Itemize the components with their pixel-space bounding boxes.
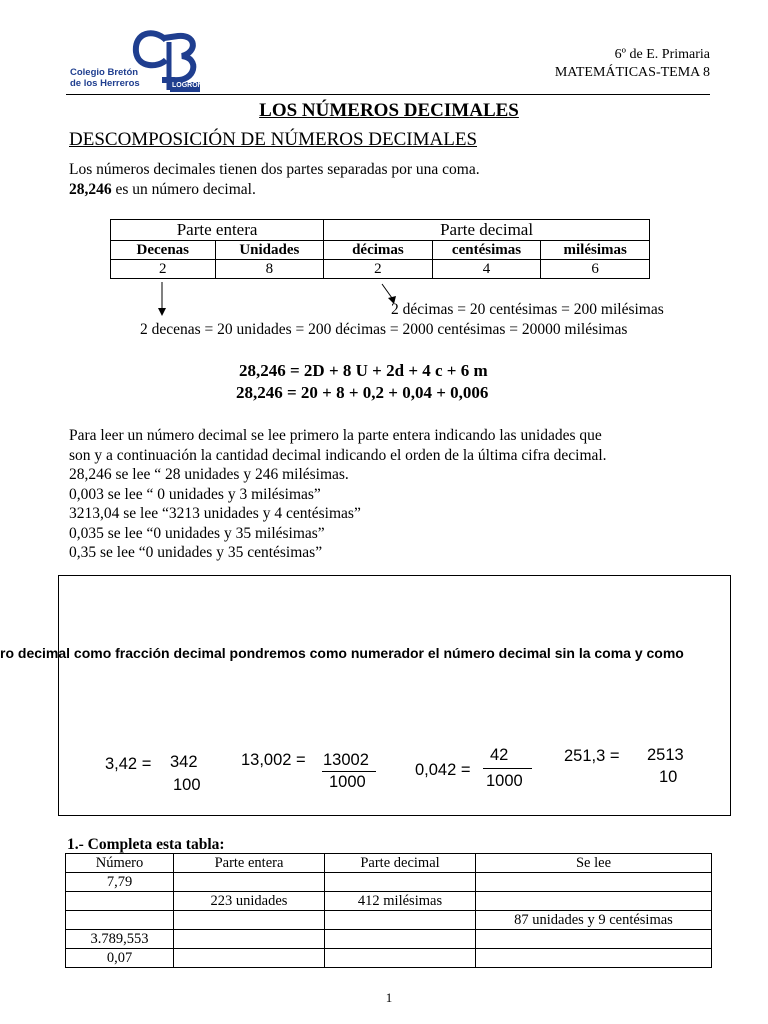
ex-cell[interactable]: 3.789,553 <box>66 930 174 949</box>
page-title: LOS NÚMEROS DECIMALES <box>259 100 519 121</box>
ex-cell[interactable] <box>66 911 174 930</box>
reading-example-3: 3213,04 se lee “3213 unidades y 4 centésimas” <box>69 505 361 522</box>
ex-cell[interactable] <box>476 949 712 968</box>
ex-cell[interactable] <box>476 873 712 892</box>
frac-1-num: 342 <box>170 753 198 771</box>
digit-unidades: 8 <box>215 260 324 279</box>
ex-cell[interactable] <box>66 892 174 911</box>
logo-city: LOGROÑO <box>172 82 209 89</box>
header-milesimas: milésimas <box>541 241 650 260</box>
page-number: 1 <box>385 990 393 1005</box>
reading-example-1: 28,246 se lee “ 28 unidades y 246 milésimas. <box>69 466 349 483</box>
intro-line2-rest: es un número decimal. <box>111 181 256 198</box>
header-centesimas: centésimas <box>432 241 541 260</box>
ex-cell[interactable] <box>325 949 476 968</box>
digit-centesimas: 4 <box>432 260 541 279</box>
frac-2-line <box>322 771 376 772</box>
ex-cell[interactable] <box>174 949 325 968</box>
ex-header-se-lee: Se lee <box>476 854 712 873</box>
formula-1: 28,246 = 2D + 8 U + 2d + 4 c + 6 m <box>239 361 488 380</box>
ex-cell[interactable] <box>325 911 476 930</box>
intro-line2 <box>69 180 256 200</box>
header-rule <box>66 94 710 95</box>
table-row <box>66 892 712 911</box>
reading-example-4: 0,035 se lee “0 unidades y 35 milésimas” <box>69 524 325 542</box>
reading-rule <box>69 426 607 563</box>
fraction-box <box>58 575 731 816</box>
frac-4-decimal: 251,3 = <box>564 747 620 765</box>
logo-line2: de los Herreros <box>70 78 140 89</box>
header-decimas: décimas <box>324 241 433 260</box>
exercise-title: 1.- Completa esta tabla: <box>67 836 225 853</box>
arrows-icon <box>150 280 410 320</box>
group-integer-header: Parte entera <box>111 220 324 241</box>
frac-4-num: 2513 <box>647 746 684 764</box>
frac-3-num: 42 <box>490 746 509 764</box>
ex-header-parte-entera: Parte entera <box>174 854 325 873</box>
reading-rule-line1: Para leer un número decimal se lee primero la parte entera indicando las unidades que <box>69 427 602 444</box>
frac-1-decimal: 3,42 = <box>105 755 152 773</box>
ex-cell[interactable] <box>174 873 325 892</box>
reading-rule-line2: son y a continuación la cantidad decimal indicando el orden de la última cifra decimal. <box>69 446 607 464</box>
ex-cell[interactable]: 223 unidades <box>174 892 325 911</box>
ex-cell[interactable] <box>476 892 712 911</box>
ex-cell[interactable] <box>476 930 712 949</box>
table-row <box>66 873 712 892</box>
table-row <box>66 949 712 968</box>
equiv-decimas: 2 décimas = 20 centésimas = 200 milésimas <box>391 301 664 318</box>
ex-header-parte-decimal: Parte decimal <box>325 854 476 873</box>
group-decimal-header: Parte decimal <box>324 220 650 241</box>
ex-cell[interactable]: 412 milésimas <box>325 892 476 911</box>
table-row <box>66 930 712 949</box>
place-value-table <box>110 219 650 279</box>
table-row <box>66 911 712 930</box>
frac-4-den: 10 <box>659 768 678 786</box>
ex-cell[interactable]: 87 unidades y 9 centésimas <box>476 911 712 930</box>
frac-1-den: 100 <box>173 776 201 794</box>
frac-3-decimal: 0,042 = <box>415 761 471 779</box>
frac-2-num: 13002 <box>323 751 369 769</box>
frac-2-den: 1000 <box>329 773 366 791</box>
intro-line1: Los números decimales tienen dos partes separadas por una coma. <box>69 161 480 178</box>
ex-cell[interactable]: 7,79 <box>66 873 174 892</box>
ex-cell[interactable] <box>174 930 325 949</box>
school-logo <box>66 30 209 96</box>
reading-example-2: 0,003 se lee “ 0 unidades y 3 milésimas” <box>69 485 321 503</box>
frac-3-den: 1000 <box>486 772 523 790</box>
ex-cell[interactable] <box>325 873 476 892</box>
digit-decenas: 2 <box>111 260 216 279</box>
equiv-decenas: 2 decenas = 20 unidades = 200 décimas = 2000 centésimas = 20000 milésimas <box>140 321 628 338</box>
fraction-box-text: ro decimal como fracción decimal pondremos como numerador el número decimal sin la coma y como <box>0 645 684 661</box>
ex-cell[interactable]: 0,07 <box>66 949 174 968</box>
reading-example-5: 0,35 se lee “0 unidades y 35 centésimas” <box>69 544 323 561</box>
formula-2: 28,246 = 20 + 8 + 0,2 + 0,04 + 0,006 <box>236 383 489 402</box>
exercise-table <box>65 853 712 968</box>
header-course: 6º de E. Primaria <box>614 47 710 62</box>
frac-2-decimal: 13,002 = <box>241 751 306 769</box>
digit-milesimas: 6 <box>541 260 650 279</box>
header-subject: MATEMÁTICAS-TEMA 8 <box>554 65 710 80</box>
ex-cell[interactable] <box>325 930 476 949</box>
header-unidades: Unidades <box>215 241 324 260</box>
ex-header-numero: Número <box>66 854 174 873</box>
section-subtitle: DESCOMPOSICIÓN DE NÚMEROS DECIMALES <box>69 129 478 150</box>
header-decenas: Decenas <box>111 241 216 260</box>
ex-cell[interactable] <box>174 911 325 930</box>
logo-line1: Colegio Bretón <box>70 67 139 78</box>
digit-decimas: 2 <box>324 260 433 279</box>
intro-number: 28,246 <box>69 181 112 198</box>
frac-3-line <box>483 768 532 769</box>
